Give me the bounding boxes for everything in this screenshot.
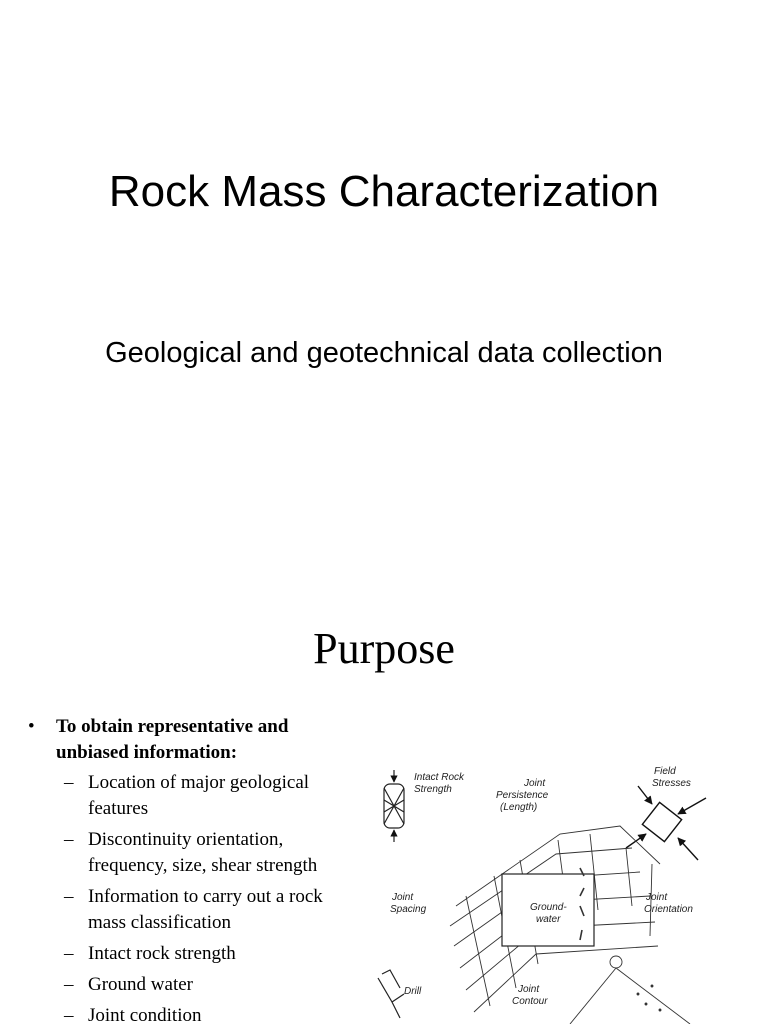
sub-bullet-text: Joint condition [88,1005,202,1026]
sub-bullet [24,884,364,936]
svg-text:Drill: Drill [404,986,422,997]
label-field-stresses [652,766,691,789]
dash-icon: – [64,772,74,793]
sub-bullet-text: Information to carry out a rock mass classification [88,886,323,933]
svg-text:Spacing: Spacing [390,904,427,915]
label-joint-spacing [390,892,427,915]
bullet-dot-icon: • [28,716,35,737]
field-stress-icon [626,786,706,860]
dash-icon: – [64,974,74,995]
core-sample-icon [384,770,404,842]
svg-text:Contour: Contour [512,996,548,1007]
svg-text:Stresses: Stresses [652,778,691,789]
sub-bullet-text: Discontinuity orientation, frequency, size, shear strength [88,829,318,876]
svg-text:Ground-: Ground- [530,902,567,913]
drill-icon [378,970,404,1018]
svg-text:Joint: Joint [646,892,668,903]
label-intact-rock-strength [414,772,465,795]
label-joint-orientation [644,892,693,915]
dash-icon: – [64,829,74,850]
slide-1-subtitle: Geological and geotechnical data collection [105,337,663,369]
svg-text:water: water [536,914,561,925]
stereonet-icon [570,956,690,1024]
svg-text:Intact Rock: Intact Rock [414,772,465,783]
sub-bullet [24,770,364,822]
dash-icon: – [64,943,74,964]
label-joint-contour [512,984,548,1007]
label-drill [404,986,422,997]
dash-icon: – [64,886,74,907]
svg-text:Joint: Joint [392,892,414,903]
label-joint-persistence [496,778,549,813]
main-bullet-text: To obtain representative and unbiased information: [56,716,289,763]
svg-text:(Length): (Length) [500,802,538,813]
sub-bullet-text: Ground water [88,974,193,995]
svg-text:Strength: Strength [414,784,452,795]
svg-text:Persistence: Persistence [496,790,549,801]
svg-text:Orientation: Orientation [644,904,693,915]
slide-1-title: Rock Mass Characterization [108,167,660,216]
rock-mass-diagram [370,756,768,1024]
dash-icon: – [64,1005,74,1026]
svg-text:Joint: Joint [518,984,540,995]
slide-2 [0,576,768,1024]
sub-bullet [24,972,364,998]
sub-bullet [24,941,364,967]
sub-bullet-text: Location of major geological features [88,772,310,819]
svg-text:Field: Field [654,766,676,777]
sub-bullet [24,827,364,879]
main-bullet [24,714,364,766]
sub-bullet [24,1003,364,1029]
slide-2-title: Purpose [313,624,455,673]
svg-text:Joint: Joint [524,778,546,789]
sub-bullet-text: Intact rock strength [88,943,236,964]
bullet-list [24,714,364,1034]
